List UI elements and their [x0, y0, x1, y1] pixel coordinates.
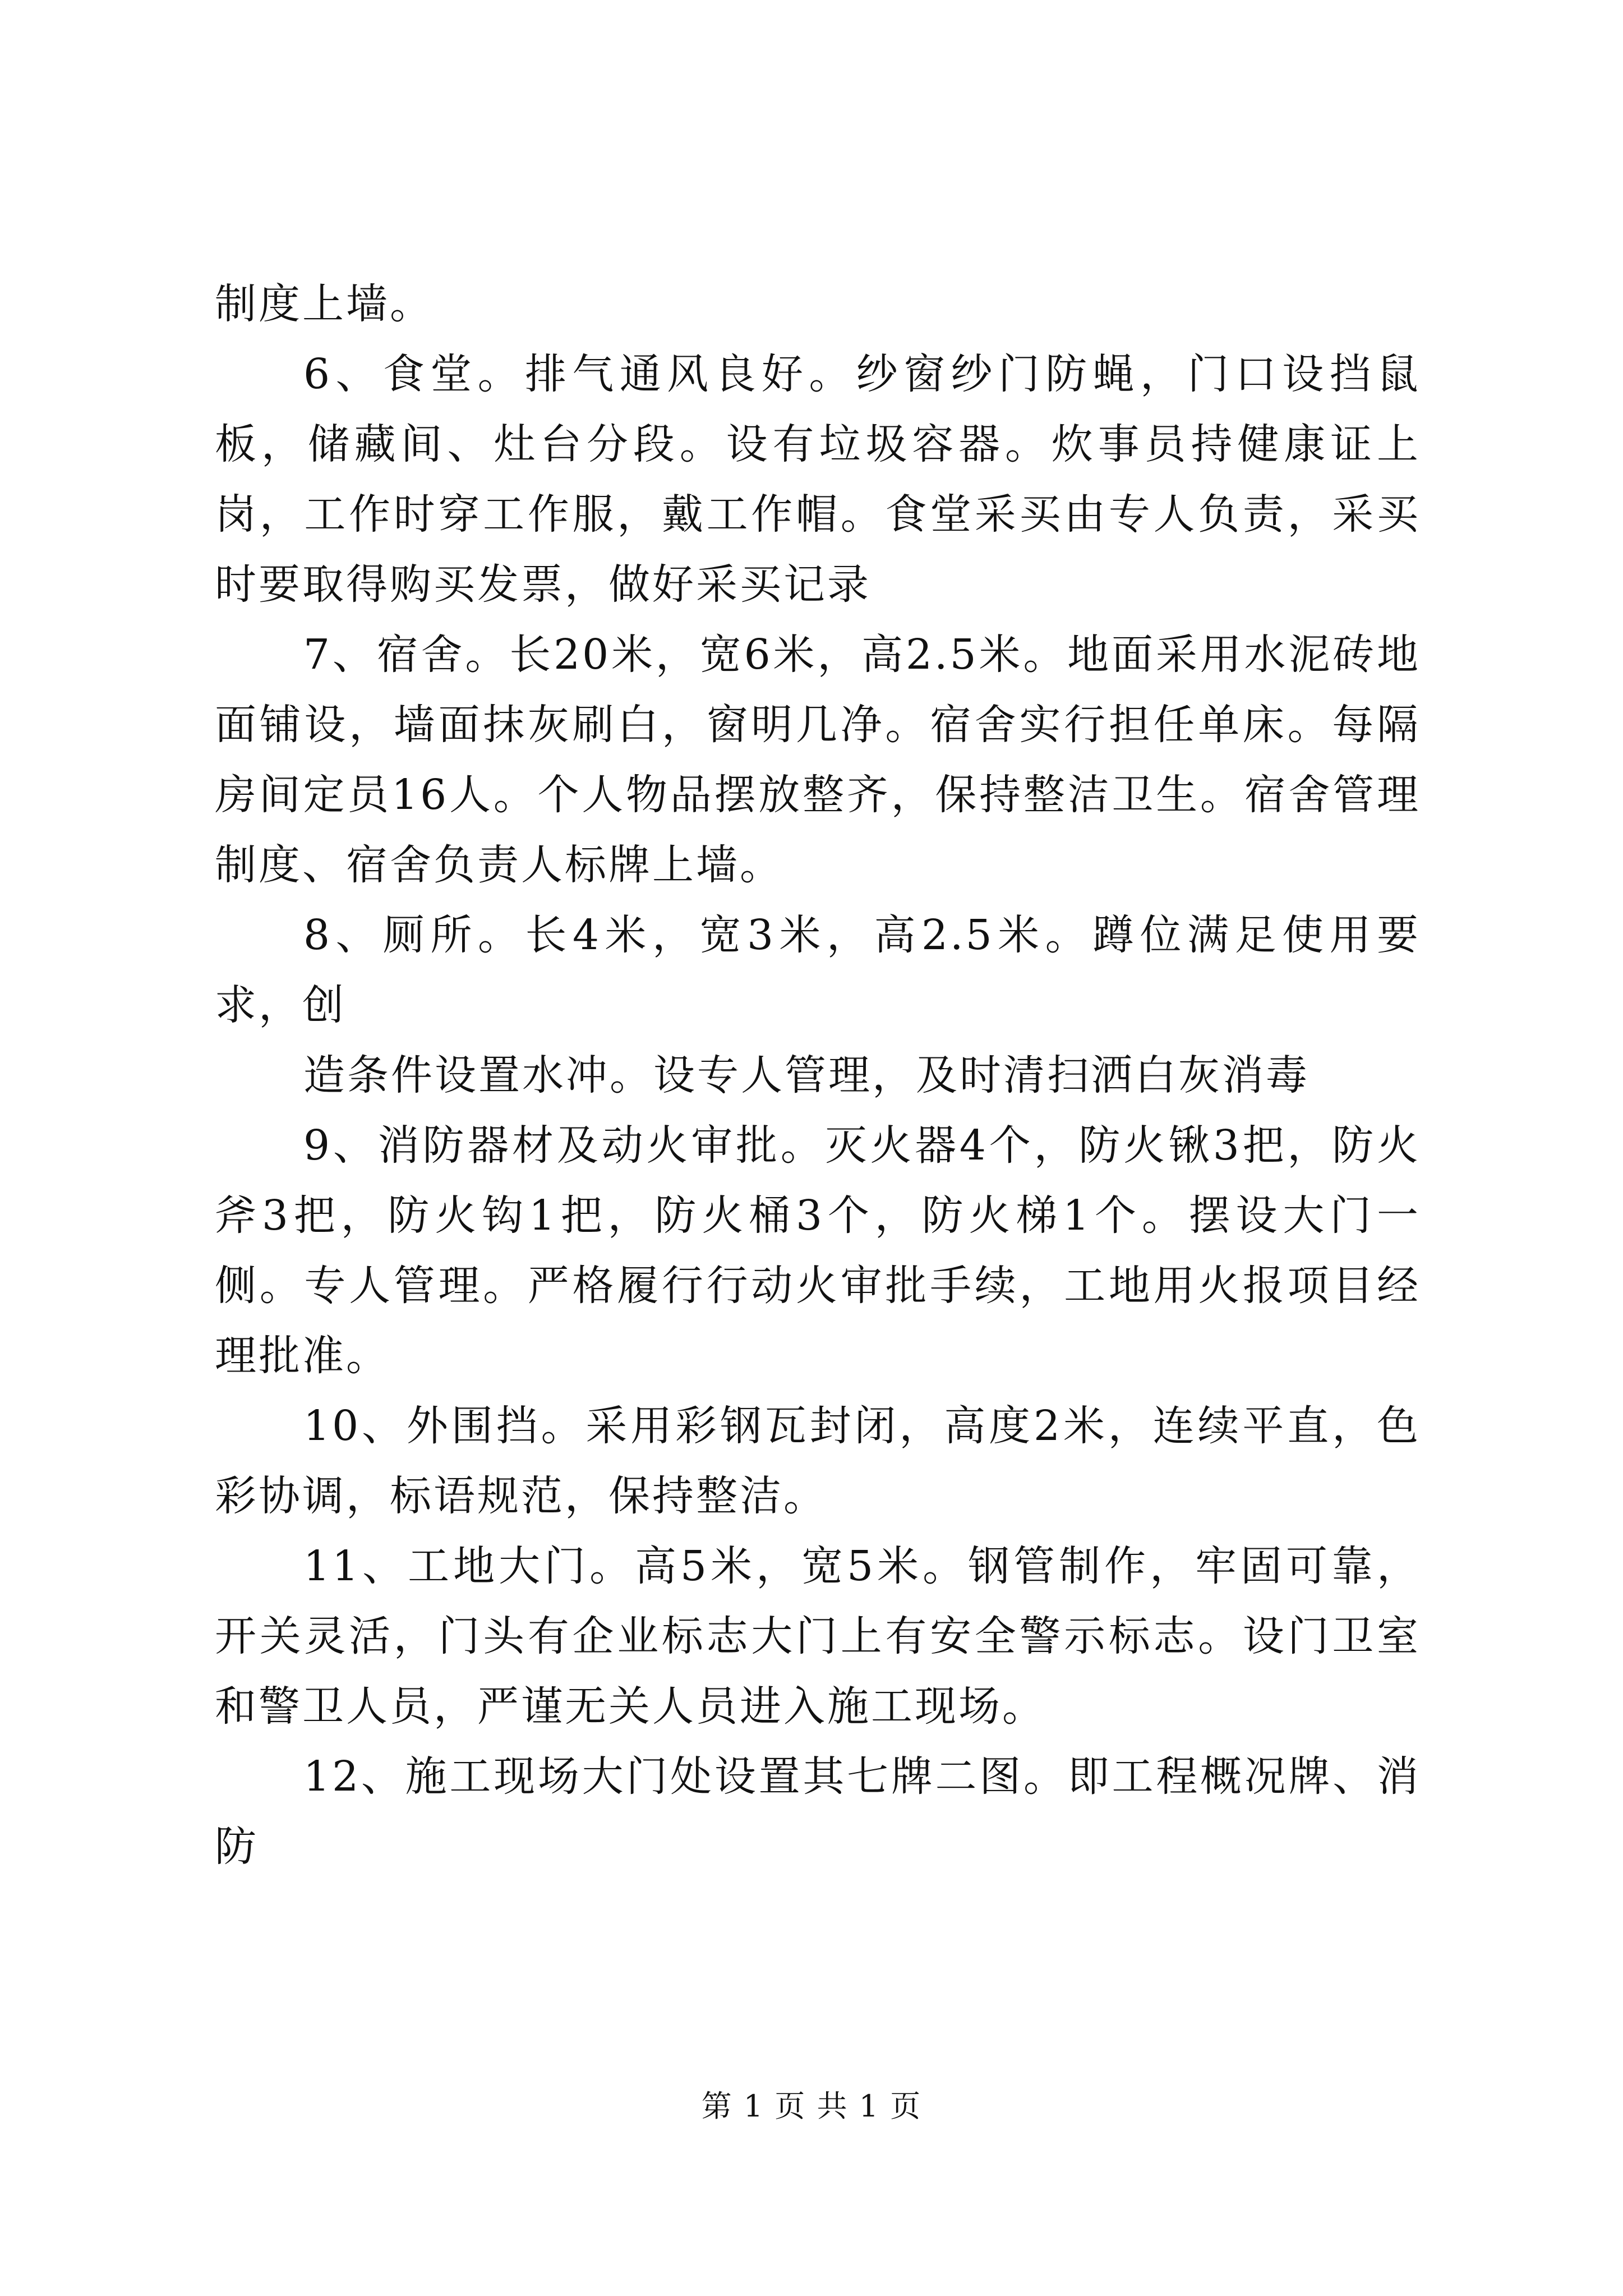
paragraph-site-gate: 11、工地大门。高5米，宽5米。钢管制作，牢固可靠，开关灵活，门头有企业标志大门上有安全警示标志。设门卫室和警卫人员，严谨无关人员进入施工现场。 [215, 1542, 1421, 1731]
paragraph-dormitory: 7、宿舍。长20米，宽6米，高2.5米。地面采用水泥砖地面铺设，墙面抹灰刷白，窗明几净。宿舍实行担任单床。每隔房间定员16人。个人物品摆放整齐，保持整洁卫生。宿舍管理制度、宿舍负责人标牌上墙。 [215, 631, 1421, 889]
page-footer: 第 1 页 共 1 页 [701, 2088, 922, 2124]
paragraph-enclosure: 10、外围挡。采用彩钢瓦封闭，高度2米，连续平直，色彩协调，标语规范，保持整洁。 [215, 1402, 1421, 1520]
paragraph-toilet: 8、厕所。长4米，宽3米，高2.5米。蹲位满足使用要求，创 [215, 911, 1421, 1029]
document-body [215, 269, 1421, 1882]
paragraph-toilet-continued: 造条件设置水冲。设专人管理，及时清扫洒白灰消毒 [303, 1051, 1310, 1099]
paragraph-signboards: 12、施工现场大门处设置其七牌二图。即工程概况牌、消防 [215, 1752, 1421, 1871]
paragraph-fire-equipment: 9、消防器材及动火审批。灭火器4个，防火锹3把，防火斧3把，防火钩1把，防火桶3个，防火梯1个。摆设大门一侧。专人管理。严格履行行动火审批手续，工地用火报项目经理批准。 [215, 1121, 1421, 1380]
paragraph-dormitory-rules-tail: 制度上墙。 [215, 280, 434, 328]
paragraph-canteen: 6、食堂。排气通风良好。纱窗纱门防蝇，门口设挡鼠板，储藏间、灶台分段。设有垃圾容器。炊事员持健康证上岗，工作时穿工作服，戴工作帽。食堂采买由专人负责，采买时要取得购买发票，做好采买记录 [215, 350, 1421, 609]
